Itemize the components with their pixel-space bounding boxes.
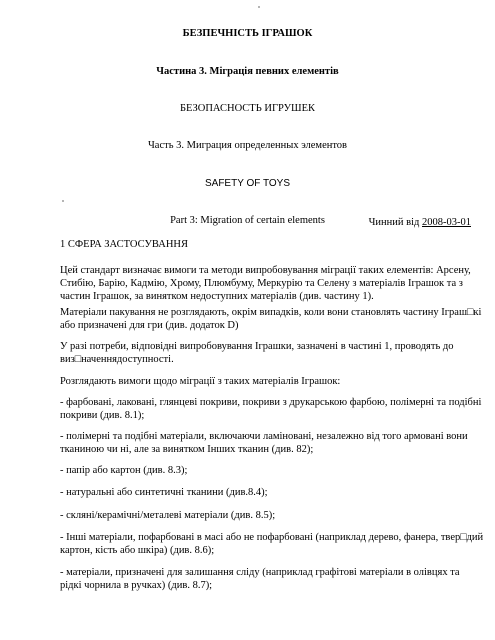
text-line: У разі потреби, відповідні випробовування Іграшки, зазначені в частині 1, проводять до <box>60 341 454 352</box>
paragraph-requirements: Розглядають вимоги щодо міграції з таких матеріалів Іграшок: <box>60 376 341 387</box>
list-item: - натуральні або синтетичні тканини (див.8.4); <box>60 487 268 498</box>
section-heading: 1 СФЕРА ЗАСТОСУВАННЯ <box>60 239 188 250</box>
list-item <box>60 396 482 422</box>
text-line: - Інші матеріали, пофарбовані в масі або не пофарбовані (наприклад дерево, фанера, твер□дий <box>60 532 484 543</box>
text-line: рідкі чорнила в ручках) (див. 8.7); <box>60 580 213 591</box>
text-line: картон, кість або шкіра) (див. 8.6); <box>60 545 215 556</box>
text-line: - фарбовані, лаковані, глянцеві покриви, покриви з друкарською фарбою, полімерні та подібні <box>60 397 482 408</box>
text-line: виз□наченнядоступності. <box>60 354 174 365</box>
effective-date <box>369 216 471 229</box>
list-item <box>60 531 484 557</box>
subtitle-ru: Часть 3. Миграция определенных элементов <box>147 140 348 151</box>
list-item <box>60 566 475 592</box>
text-line: тканиною чи ні, але за винятком Інших тканин (див. 82); <box>60 444 314 455</box>
paragraph-packaging <box>60 306 482 332</box>
effective-date-label: Чинний від <box>368 217 422 228</box>
speck-mark <box>258 6 260 8</box>
text-line: або призначені для гри (див. додаток D) <box>60 320 239 331</box>
text-line: - полімерні та подібні матеріали, включаючи ламіновані, незалежно від того армовані вони <box>60 431 468 442</box>
text-line: Стибію, Барію, Кадмію, Хрому, Плюмбуму, Меркурію та Селену з матеріалів Іграшок та з <box>60 278 463 289</box>
text-line: Матеріали пакування не розглядають, окрім випадків, коли вони становлять частину Іграш□кі <box>60 307 482 318</box>
text-line: - матеріали, призначені для залишання сліду (наприклад графітові матеріали в олівцях та <box>60 567 460 578</box>
list-item: - скляні/керамічні/металеві матеріали (див. 8.5); <box>60 510 276 521</box>
title-ru: БЕЗОПАСНОСТЬ ИГРУШЕК <box>179 103 316 114</box>
title-uk: БЕЗПЕЧНІСТЬ ІГРАШОК <box>182 28 313 39</box>
subtitle-en: Part 3: Migration of certain elements <box>170 215 325 226</box>
list-item: - папір або картон (див. 8.3); <box>60 465 188 476</box>
text-line: частин Іграшок, за винятком недоступних матеріалів (див. частину 1). <box>60 291 374 302</box>
subtitle-uk: Частина 3. Міграція певних елементів <box>156 66 339 77</box>
title-en: SAFETY OF TOYS <box>204 178 291 189</box>
text-line: Цей стандарт визначає вимоги та методи випробовування міграції таких елементів: Арсену, <box>60 265 471 276</box>
list-item <box>60 430 475 456</box>
paragraph-testing <box>60 340 475 366</box>
paragraph-scope <box>60 264 475 303</box>
speck-mark <box>62 200 64 202</box>
text-line: покриви (див. 8.1); <box>60 410 145 421</box>
effective-date-value: 2008-03-01 <box>422 217 471 228</box>
